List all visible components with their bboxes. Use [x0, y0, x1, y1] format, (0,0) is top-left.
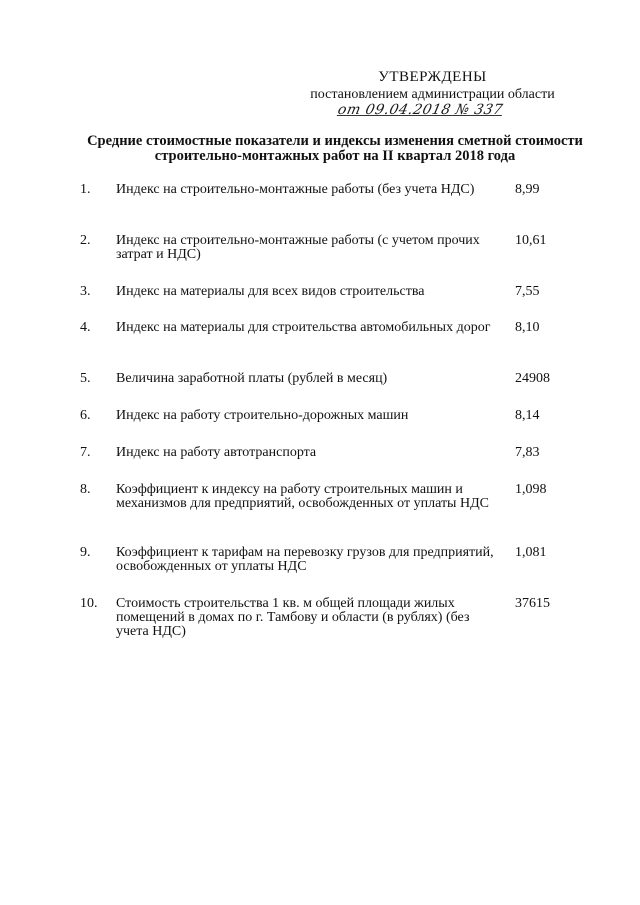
item-value: 10,61 — [515, 233, 547, 248]
item-number: 1. — [80, 182, 91, 197]
item-text: Величина заработной платы (рублей в месяц) — [116, 371, 388, 386]
item-number: 5. — [80, 371, 91, 386]
item-text: Индекс на материалы для строительства автомобильных дорог — [116, 320, 491, 335]
item-text: Индекс на строительно-монтажные работы (без учета НДС) — [116, 182, 475, 197]
item-number: 2. — [80, 233, 91, 248]
document-title — [70, 134, 600, 164]
item-value: 8,14 — [515, 408, 540, 423]
title-line-2: строительно-монтажных работ на II квартал 2018 года — [154, 148, 516, 164]
item-value: 7,55 — [515, 284, 540, 299]
item-text: Стоимость строительства 1 кв. м общей площади жилых помещений в домах по г. Тамбову и области (в рублях) (без учета НДС) — [116, 596, 470, 639]
item-number: 3. — [80, 284, 91, 299]
item-text: Коэффициент к тарифам на перевозку грузов для предприятий, освобожденных от уплаты НДС — [116, 545, 494, 574]
item-number: 4. — [80, 320, 91, 335]
item-number: 10. — [80, 596, 98, 611]
handwritten-text: от 09.04.2018 № 337 — [336, 102, 505, 118]
approval-block — [300, 68, 565, 104]
item-text: Индекс на материалы для всех видов строительства — [116, 284, 425, 299]
item-number: 7. — [80, 445, 91, 460]
approved-by-text: постановлением администрации области — [310, 87, 555, 102]
handwritten-underline — [337, 115, 502, 116]
item-number: 8. — [80, 482, 91, 497]
item-value: 1,098 — [515, 482, 547, 497]
item-text: Индекс на работу автотранспорта — [116, 445, 317, 460]
item-value: 1,081 — [515, 545, 547, 560]
item-value: 24908 — [515, 371, 550, 386]
item-text: Индекс на работу строительно-дорожных машин — [116, 408, 409, 423]
item-value: 8,10 — [515, 320, 540, 335]
item-value: 7,83 — [515, 445, 540, 460]
handwritten-date-number — [336, 102, 504, 118]
item-value: 37615 — [515, 596, 550, 611]
item-value: 8,99 — [515, 182, 540, 197]
item-text: Коэффициент к индексу на работу строительных машин и механизмов для предприятий, освобожденных от уплаты НДС — [116, 482, 489, 511]
approved-heading: УТВЕРЖДЕНЫ — [378, 69, 487, 85]
title-line-1: Средние стоимостные показатели и индексы изменения сметной стоимости — [87, 133, 583, 149]
item-number: 9. — [80, 545, 91, 560]
item-text: Индекс на строительно-монтажные работы (с учетом прочих затрат и НДС) — [116, 233, 480, 262]
item-number: 6. — [80, 408, 91, 423]
